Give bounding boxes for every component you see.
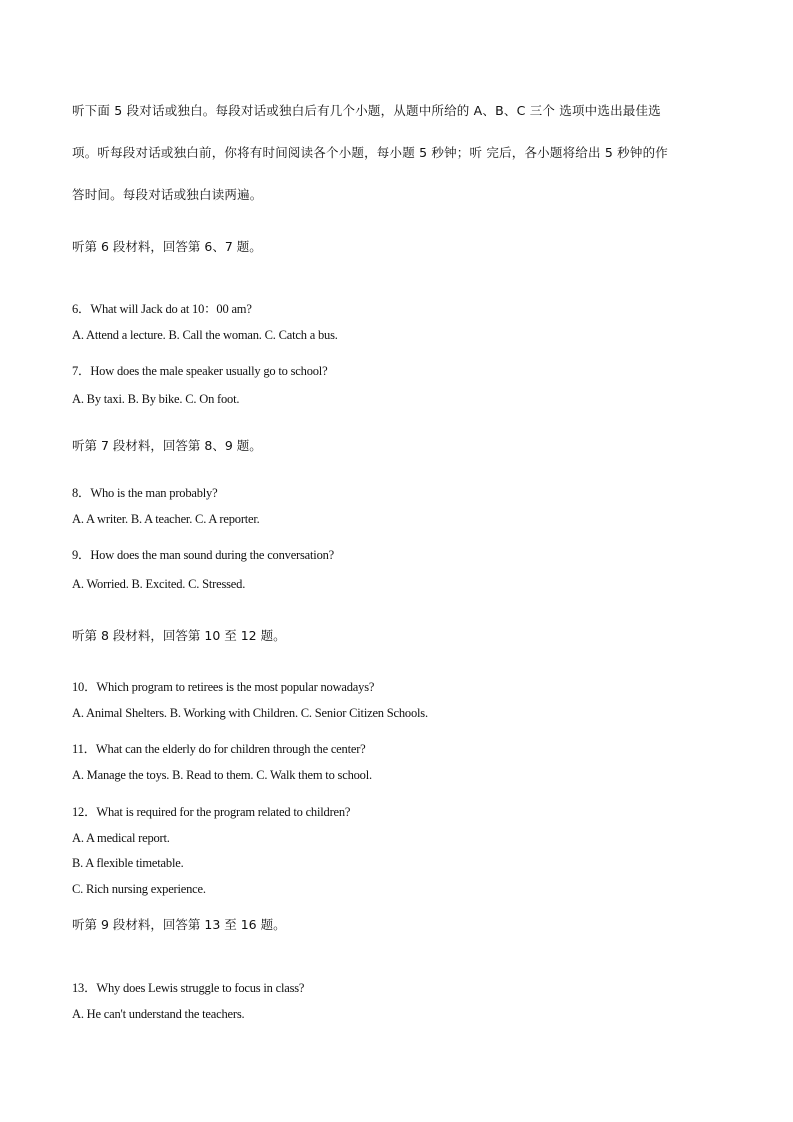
section-heading-7: 听第 7 段材料，回答第 8、9 题。 — [72, 438, 262, 453]
question-7-options: A. By taxi. B. By bike. C. On foot. — [72, 392, 240, 406]
question-8-stem: 8．Who is the man probably? — [72, 486, 218, 500]
question-12-option-b: B. A flexible timetable. — [72, 856, 184, 870]
question-11-options: A. Manage the toys. B. Read to them. C. Walk them to school. — [72, 768, 372, 782]
question-8-options: A. A writer. B. A teacher. C. A reporter. — [72, 512, 260, 526]
question-11-stem: 11．What can the elderly do for children through the center? — [72, 742, 366, 756]
section-heading-8: 听第 8 段材料，回答第 10 至 12 题。 — [72, 628, 286, 643]
section-heading-6: 听第 6 段材料，回答第 6、7 题。 — [72, 239, 262, 254]
question-10-stem: 10．Which program to retirees is the most popular nowadays? — [72, 680, 375, 694]
question-6-options: A. Attend a lecture. B. Call the woman. C. Catch a bus. — [72, 328, 338, 342]
question-9-options: A. Worried. B. Excited. C. Stressed. — [72, 577, 246, 591]
question-6-stem: 6．What will Jack do at 10：00 am? — [72, 302, 252, 316]
question-13-stem: 13．Why does Lewis struggle to focus in class? — [72, 981, 305, 995]
question-12-stem: 12．What is required for the program related to children? — [72, 805, 351, 819]
question-7-stem: 7．How does the male speaker usually go to school? — [72, 364, 328, 378]
section-heading-9: 听第 9 段材料，回答第 13 至 16 题。 — [72, 917, 286, 932]
question-12-option-a: A. A medical report. — [72, 831, 170, 845]
question-13-option-a: A. He can't understand the teachers. — [72, 1007, 245, 1021]
question-12-option-c: C. Rich nursing experience. — [72, 882, 206, 896]
question-10-options: A. Animal Shelters. B. Working with Children. C. Senior Citizen Schools. — [72, 706, 428, 720]
instructions-line-2: 项。听每段对话或独白前，你将有时间阅读各个小题，每小题 5 秒钟；听 完后，各小题将给出 5 秒钟的作 — [72, 145, 668, 160]
instructions-line-1: 听下面 5 段对话或独白。每段对话或独白后有几个小题，从题中所给的 A、B、C 三个 选项中选出最佳选 — [72, 103, 661, 118]
question-9-stem: 9．How does the man sound during the conversation? — [72, 548, 335, 562]
instructions-line-3: 答时间。每段对话或独白读两遍。 — [72, 187, 263, 202]
